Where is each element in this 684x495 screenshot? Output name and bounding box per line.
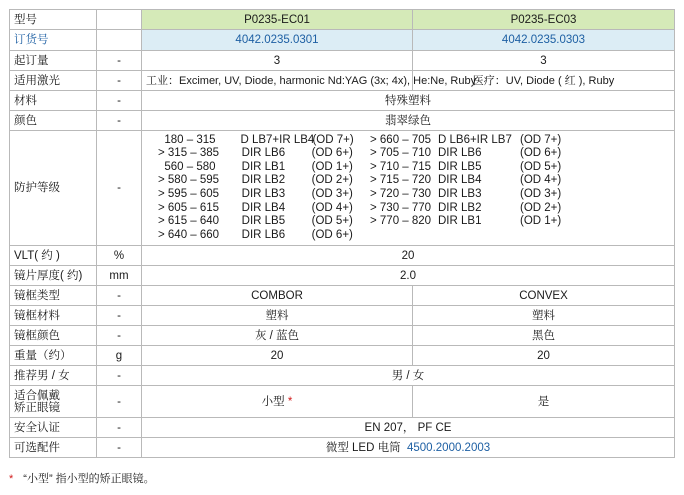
od-range: > 605 – 615: [158, 201, 220, 214]
protection-unit: -: [97, 131, 142, 246]
od-type: DIR LB5: [438, 160, 482, 173]
od-range: > 580 – 595: [158, 174, 220, 187]
laser-unit: -: [97, 71, 142, 91]
od-level: (OD 6+): [520, 147, 562, 160]
lens-thickness-unit: mm: [97, 266, 142, 286]
frame-type-col2: CONVEX: [413, 286, 675, 306]
over-glasses-label-line1: 适合佩戴: [14, 389, 60, 402]
row-weight: [10, 346, 675, 366]
weight-col2: 20: [413, 346, 675, 366]
row-accessories: [10, 438, 675, 458]
row-laser: [10, 71, 675, 91]
row-vlt: [10, 246, 675, 266]
od-table: [142, 134, 674, 243]
od-type: DIR LB2: [241, 174, 286, 187]
model-label: 型号: [10, 10, 97, 30]
frame-color-unit: -: [97, 326, 142, 346]
row-frame-type: [10, 286, 675, 306]
model-col1: P0235-EC01: [142, 10, 413, 30]
row-certification: [10, 418, 675, 438]
vlt-label: VLT( 约 ): [10, 246, 97, 266]
frame-material-col2: 塑料: [413, 306, 675, 326]
over-glasses-col2: 是: [413, 386, 675, 418]
model-unit-cell: [97, 10, 142, 30]
order-col2: 4042.0235.0303: [413, 30, 675, 51]
od-type: DIR LB6: [241, 228, 286, 241]
row-min-order: [10, 51, 675, 71]
gender-value: 男 / 女: [142, 366, 675, 386]
accessory-order-link[interactable]: 4500.2000.2003: [407, 441, 491, 454]
material-label: 材料: [10, 91, 97, 111]
od-range: > 705 – 710: [370, 147, 432, 160]
material-value: 特殊塑料: [142, 91, 675, 111]
row-protection: [10, 131, 675, 246]
od-type: DIR LB4: [438, 174, 482, 187]
frame-type-col1: COMBOR: [142, 286, 413, 306]
vlt-value: 20: [142, 246, 675, 266]
od-range: > 730 – 770: [370, 201, 432, 214]
color-unit: -: [97, 111, 142, 131]
over-glasses-label: [10, 386, 97, 418]
row-material: [10, 91, 675, 111]
od-range: > 315 – 385: [158, 147, 220, 160]
od-range: > 710 – 715: [370, 160, 432, 173]
od-row-left: [158, 188, 370, 202]
frame-material-col1: 塑料: [142, 306, 413, 326]
od-row-left: [158, 147, 370, 161]
row-over-glasses: [10, 386, 675, 418]
od-range: 180 – 315: [158, 133, 216, 146]
od-range: > 715 – 720: [370, 174, 432, 187]
frame-type-unit: -: [97, 286, 142, 306]
od-level: (OD 1+): [520, 215, 562, 228]
od-type: DIR LB6: [241, 147, 286, 160]
od-row-left: [158, 229, 370, 243]
od-type: DIR LB2: [438, 201, 482, 214]
order-label: 订货号: [10, 30, 97, 51]
accessories-value: [142, 438, 675, 458]
over-glasses-col1-text: 小型: [261, 395, 285, 408]
frame-material-unit: -: [97, 306, 142, 326]
order-unit-cell: [97, 30, 142, 51]
od-range: 560 – 580: [158, 160, 216, 173]
od-type: DIR LB1: [241, 160, 286, 173]
od-row-right: [370, 188, 580, 202]
od-type: DIR LB1: [438, 215, 482, 228]
footnote: [9, 470, 155, 486]
od-row-right: [370, 147, 580, 161]
accessories-unit: -: [97, 438, 142, 458]
min-order-col1: 3: [142, 51, 413, 71]
row-color: [10, 111, 675, 131]
od-level: (OD 7+): [520, 133, 562, 146]
accessories-label: 可选配件: [10, 438, 97, 458]
laser-col2: 医疗：UV, Diode ( 红 ), Ruby: [413, 71, 675, 91]
min-order-label: 起订量: [10, 51, 97, 71]
od-level: (OD 4+): [311, 201, 353, 214]
over-glasses-label-line2: 矫正眼镜: [14, 401, 60, 414]
od-type: DIR LB6: [438, 147, 482, 160]
od-row-right: [370, 174, 580, 188]
od-row-left: [158, 134, 370, 148]
laser-col1: 工业：Excimer, UV, Diode, harmonic Nd:YAG (3x; 4x), He:Ne, Ruby: [142, 71, 413, 91]
frame-material-label: 镜框材料: [10, 306, 97, 326]
row-order-number: [10, 30, 675, 51]
frame-color-col2: 黑色: [413, 326, 675, 346]
od-row-right: [370, 134, 580, 148]
od-level: (OD 5+): [520, 160, 562, 173]
od-level: (OD 6+): [311, 147, 353, 160]
od-level: (OD 3+): [311, 188, 353, 200]
od-row-left: [158, 174, 370, 188]
od-level: (OD 1+): [311, 160, 353, 173]
frame-color-col1: 灰 / 蓝色: [142, 326, 413, 346]
lens-thickness-label: 镜片厚度( 约): [10, 266, 97, 286]
row-lens-thickness: [10, 266, 675, 286]
row-frame-material: [10, 306, 675, 326]
od-level: (OD 7+): [312, 133, 354, 146]
footnote-mark: *: [287, 395, 293, 408]
od-level: (OD 2+): [311, 174, 353, 187]
material-unit: -: [97, 91, 142, 111]
od-level: (OD 2+): [520, 201, 562, 214]
od-range: > 720 – 730: [370, 188, 432, 200]
min-order-unit: -: [97, 51, 142, 71]
row-model: [10, 10, 675, 30]
od-row-right: [370, 202, 580, 216]
min-order-col2: 3: [413, 51, 675, 71]
od-row-left: [158, 161, 370, 175]
row-gender: [10, 366, 675, 386]
od-range: > 615 – 640: [158, 215, 220, 228]
lens-thickness-value: 2.0: [142, 266, 675, 286]
od-range: > 595 – 605: [158, 188, 220, 200]
od-type: DIR LB5: [241, 215, 286, 228]
od-type: D LB7+IR LB4: [240, 133, 315, 146]
od-row-left: [158, 202, 370, 216]
od-range: > 770 – 820: [370, 215, 432, 228]
od-row-right: [370, 215, 580, 229]
color-value: 翡翠绿色: [142, 111, 675, 131]
weight-unit: g: [97, 346, 142, 366]
certification-label: 安全认证: [10, 418, 97, 438]
order-col1: 4042.0235.0301: [142, 30, 413, 51]
frame-color-label: 镜框颜色: [10, 326, 97, 346]
od-right-column: [370, 134, 580, 243]
certification-unit: -: [97, 418, 142, 438]
od-row-left: [158, 215, 370, 229]
weight-label: 重量（约）: [10, 346, 97, 366]
od-level: (OD 4+): [520, 174, 562, 187]
protection-label: 防护等级: [10, 131, 97, 246]
over-glasses-col1: [142, 386, 413, 418]
laser-label: 适用激光: [10, 71, 97, 91]
od-row-right: [370, 161, 580, 175]
protection-value: [142, 131, 675, 246]
weight-col1: 20: [142, 346, 413, 366]
od-type: D LB6+IR LB7: [438, 133, 512, 146]
model-col2: P0235-EC03: [413, 10, 675, 30]
spec-table: [9, 9, 675, 458]
od-type: DIR LB4: [241, 201, 286, 214]
frame-type-label: 镜框类型: [10, 286, 97, 306]
vlt-unit: %: [97, 246, 142, 266]
od-range: > 660 – 705: [370, 133, 432, 146]
od-level: (OD 3+): [520, 188, 562, 200]
gender-unit: -: [97, 366, 142, 386]
od-range: > 640 – 660: [158, 228, 220, 241]
od-type: DIR LB3: [241, 188, 286, 200]
color-label: 颜色: [10, 111, 97, 131]
od-type: DIR LB3: [438, 188, 482, 200]
od-level: (OD 5+): [311, 215, 353, 228]
certification-value: EN 207， PF CE: [142, 418, 675, 438]
row-frame-color: [10, 326, 675, 346]
over-glasses-unit: -: [97, 386, 142, 418]
footnote-asterisk: *: [9, 473, 14, 485]
gender-label: 推荐男 / 女: [10, 366, 97, 386]
footnote-text: “小型” 指小型的矫正眼镜。: [23, 473, 155, 485]
od-left-column: [158, 134, 370, 243]
od-level: (OD 6+): [311, 228, 353, 241]
accessories-text: 微型 LED 电筒: [325, 441, 401, 454]
